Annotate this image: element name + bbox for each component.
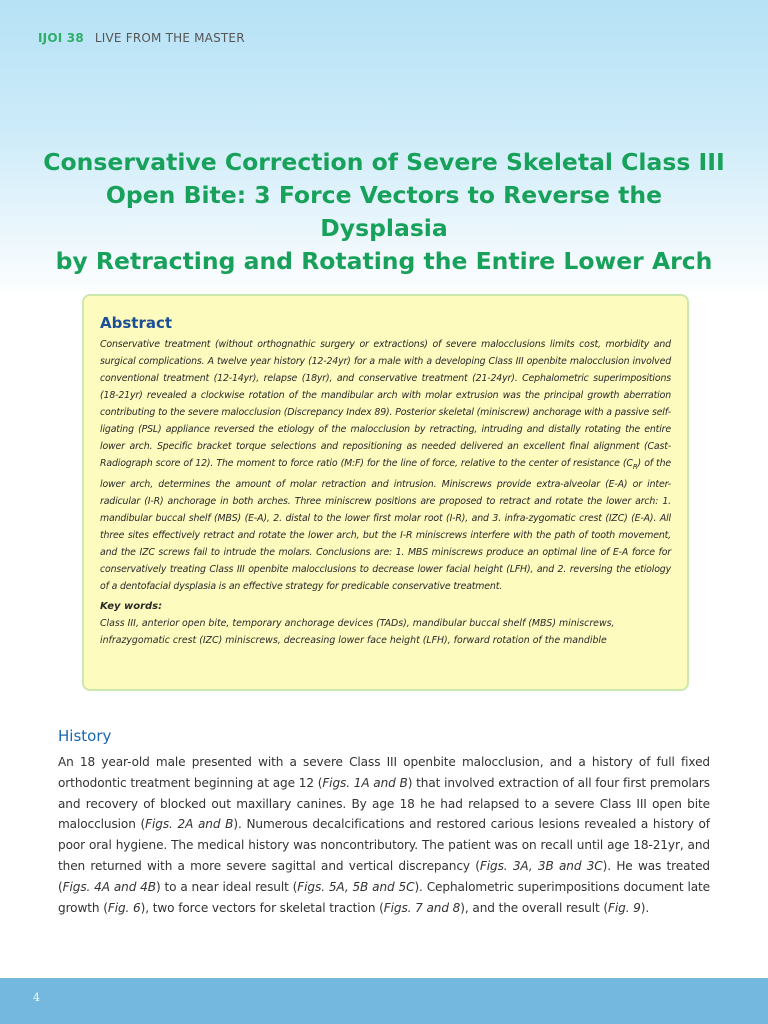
history-text-3: ). Numerous decalcifications and restored carious lesions revealed a history of poor oral hygiene. The medical history was noncontributory. The patient was on recall until age 18-21yr, and then returned with a more severe sagittal and vertical discrepancy ( xyxy=(58,817,710,873)
section-label: LIVE FROM THE MASTER xyxy=(94,31,245,45)
history-text-1: An 18 year-old male presented with a severe Class III openbite malocclusion, and a history of full fixed orthodontic treatment beginning at age 12 ( xyxy=(58,755,710,790)
keywords-label: Key words: xyxy=(100,600,163,612)
page-number: 4 xyxy=(33,991,40,1004)
history-text-6: ). Cephalometric superimpositions document late growth ( xyxy=(58,879,710,915)
title-line-3: by Retracting and Rotating the Entire Lower Arch xyxy=(55,247,713,275)
article-title xyxy=(40,146,728,278)
history-text-5: ) to a near ideal result ( xyxy=(155,879,298,894)
history-paragraph xyxy=(58,752,710,918)
abstract-text-part-2: ) of the lower arch, determines the amount of molar retraction and intrusion. Miniscrews provide extra-alveolar (E-A) or inter-radicular (I-R) anchorage in both arches. Three miniscrew positions are proposed to retract and rotate the lower arch: 1. mandibular buccal shelf (MBS) (E-A), 2. distal to the lower first molar root (I-R), and 3. infra-zygomatic crest (IZC) (E-A). All three sites effectively retract and rotate the lower arch, but the I-R miniscrews interfere with the path of tooth movement, and the IZC screws fail to intrude the molars. Conclusions are: 1. MBS miniscrews produce an optimal line of E-A force for conservatively treating Class III openbite malocclusions to decrease lower facial height (LFH), and 2. reversing the etiology of a dentofacial dysplasia is an effective strategy for predicable conservative treatment. xyxy=(100,458,671,592)
figure-reference-2[interactable]: Figs. 2A and B xyxy=(145,817,234,832)
abstract-subscript: R xyxy=(632,462,638,471)
title-line-2: Open Bite: 3 Force Vectors to Reverse the Dysplasia xyxy=(105,181,663,242)
history-heading: History xyxy=(58,727,112,745)
history-text-8: ), and the overall result ( xyxy=(460,900,608,915)
figure-reference-1[interactable]: Figs. 1A and B xyxy=(322,775,408,790)
figure-reference-6[interactable]: Fig. 6 xyxy=(107,900,141,915)
running-header xyxy=(38,31,245,45)
figure-reference-4[interactable]: Figs. 4A and 4B xyxy=(62,879,156,894)
abstract-text xyxy=(100,336,671,595)
figure-reference-5[interactable]: Figs. 5A, 5B and 5C xyxy=(297,879,415,894)
history-text-4: ). He was treated ( xyxy=(58,858,710,894)
history-text-7: ), two force vectors for skeletal traction ( xyxy=(140,900,384,915)
figure-reference-3[interactable]: Figs. 3A, 3B and 3C xyxy=(479,858,603,873)
figure-reference-7[interactable]: Figs. 7 and 8 xyxy=(383,900,461,915)
title-line-1: Conservative Correction of Severe Skeletal Class III xyxy=(43,148,725,176)
footer-bar xyxy=(0,978,768,1024)
journal-label: IJOI 38 xyxy=(38,31,84,45)
abstract-box xyxy=(82,294,689,691)
history-text-9: ). xyxy=(640,900,650,915)
figure-reference-8[interactable]: Fig. 9 xyxy=(608,900,641,915)
abstract-heading: Abstract xyxy=(100,314,173,332)
keywords-text: Class III, anterior open bite, temporary anchorage devices (TADs), mandibular buccal shelf (MBS) miniscrews, infrazygomatic crest (IZC) miniscrews, decreasing lower face height (LFH), forward rotation of the mandible xyxy=(100,617,615,646)
history-text-2: ) that involved extraction of all four first premolars and recovery of blocked out maxillary canines. By age 18 he had relapsed to a severe Class III open bite malocclusion ( xyxy=(58,775,711,832)
abstract-text-part-1: Conservative treatment (without orthognathic surgery or extractions) of severe malocclusions limits cost, morbidity and surgical complications. A twelve year history (12-24yr) for a male with a developing Class III openbite malocclusion involved conventional treatment (12-14yr), relapse (18yr), and conservative treatment (21-24yr). Cephalometric superimpositions (18-21yr) revealed a clockwise rotation of the mandibular arch with molar extrusion was the principal growth aberration contributing to the severe malocclusion (Discrepancy Index 89). Posterior skeletal (miniscrew) anchorage with a passive self-ligating (PSL) appliance reversed the etiology of the malocclusion by retracting, intruding and distally rotating the entire lower arch. Specific bracket torque selections and repositioning as needed delivered an excellent final alignment (Cast-Radiograph score of 12). The moment to force ratio (M:F) for the line of force, relative to the center of resistance (C xyxy=(100,339,671,469)
